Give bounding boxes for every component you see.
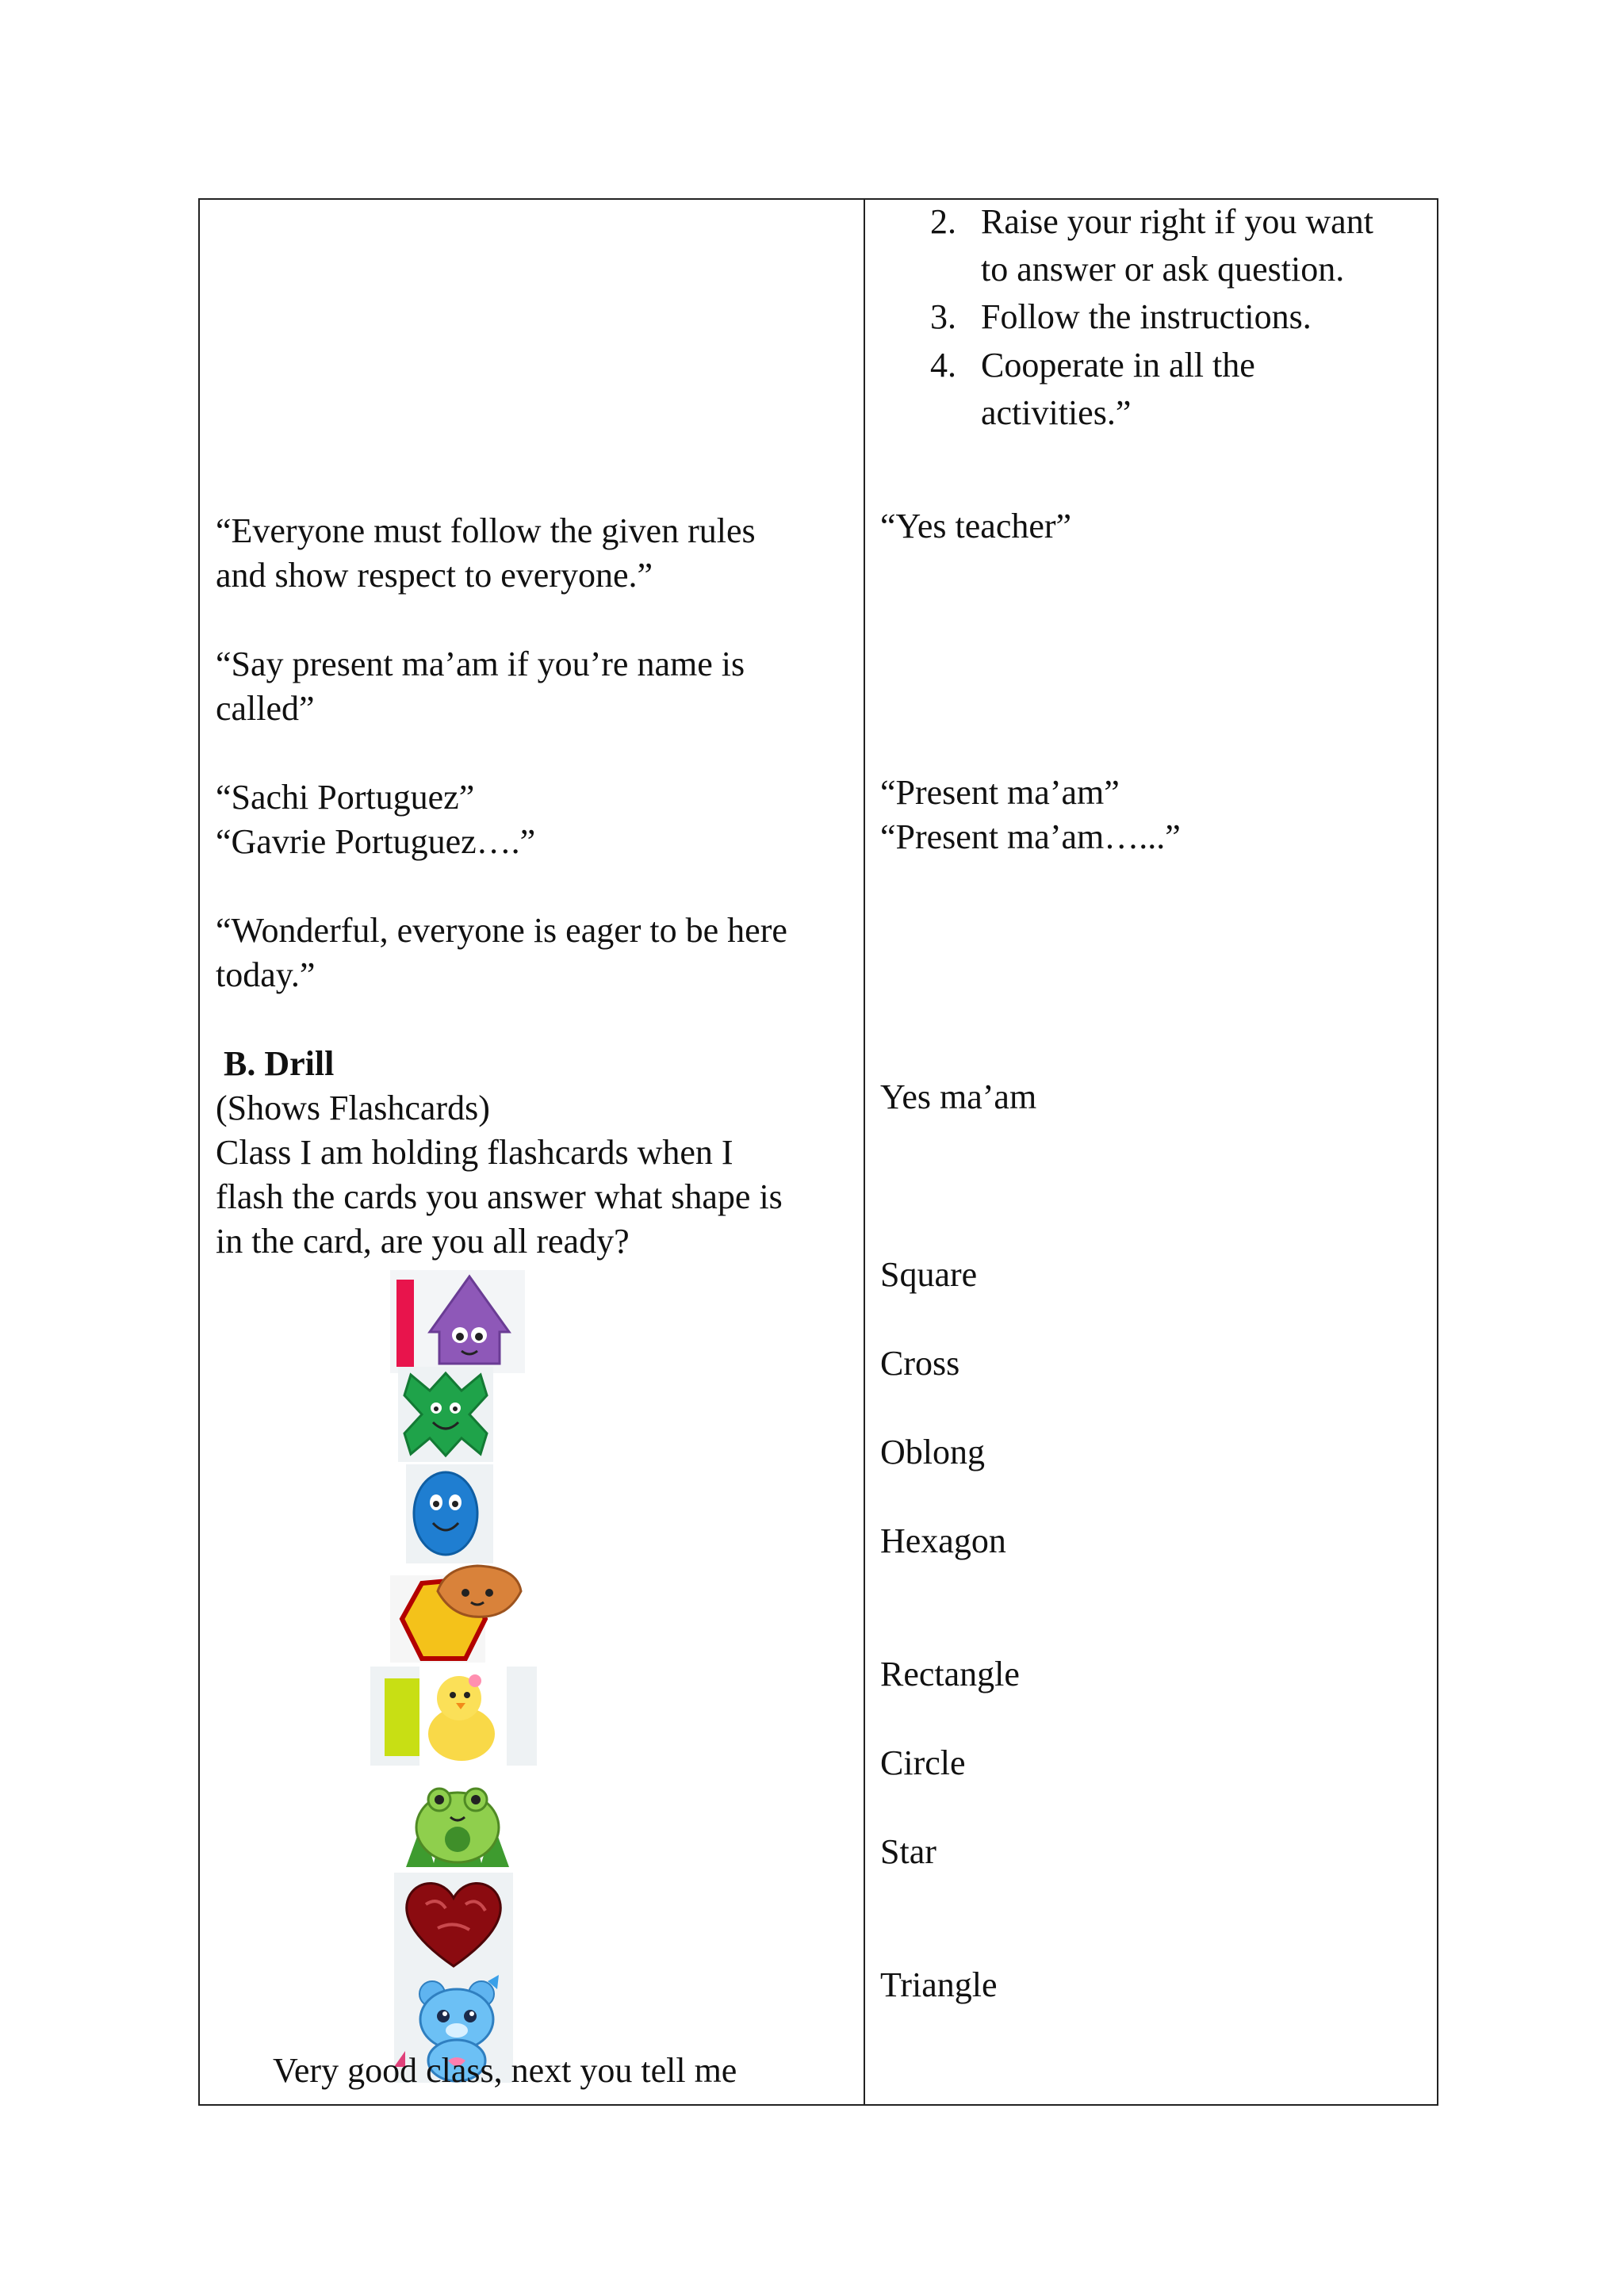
drill-heading: B. Drill [224, 1044, 335, 1083]
heart-card [394, 1873, 513, 1972]
teacher-line: flash the cards you answer what shape is [216, 1177, 783, 1216]
answer-item: Square [880, 1255, 978, 1294]
teacher-line: “Gavrie Portuguez….” [216, 822, 536, 861]
rule-text: Follow the instructions. [981, 297, 1312, 336]
circle-card [390, 1768, 517, 1871]
hexagon-card [390, 1559, 525, 1667]
answer-item: Hexagon [880, 1521, 1006, 1560]
answer-item: Triangle [880, 1965, 998, 2004]
teacher-line: in the card, are you all ready? [216, 1222, 630, 1261]
answer-item: Cross [880, 1344, 960, 1383]
closing-line: Very good class, next you tell me [273, 2051, 737, 2090]
teacher-line: and show respect to everyone.” [216, 556, 653, 595]
rule-text: Cooperate in all the [981, 346, 1255, 385]
teacher-line: Class I am holding flashcards when I [216, 1133, 733, 1172]
rule-number: 4. [930, 346, 956, 385]
response-present: “Present ma’am” [880, 773, 1120, 812]
teacher-line: called” [216, 689, 315, 728]
rule-number: 2. [930, 202, 956, 241]
column-divider [864, 200, 865, 2104]
teacher-line: “Sachi Portuguez” [216, 778, 475, 817]
response-present: “Present ma’am…...” [880, 817, 1181, 856]
rule-number: 3. [930, 297, 956, 336]
teacher-line: “Say present ma’am if you’re name is [216, 645, 745, 683]
teacher-line: (Shows Flashcards) [216, 1089, 490, 1127]
response-yes-maam: Yes ma’am [880, 1077, 1037, 1116]
answer-item: Star [880, 1832, 936, 1871]
teacher-line: today.” [216, 955, 316, 994]
rectangle-card [370, 1667, 537, 1766]
answer-item: Rectangle [880, 1655, 1020, 1693]
oval-card [406, 1464, 493, 1563]
triangle-card [390, 1270, 525, 1373]
cross-card [398, 1367, 493, 1462]
response-yes-teacher: “Yes teacher” [880, 507, 1072, 545]
teacher-line: “Wonderful, everyone is eager to be here [216, 911, 787, 950]
rule-text: Raise your right if you want [981, 202, 1373, 241]
rule-text: activities.” [981, 393, 1132, 432]
rule-text: to answer or ask question. [981, 250, 1345, 289]
flashcards-stack [390, 1270, 580, 2047]
lesson-plan-table [198, 198, 1438, 2106]
teacher-line: “Everyone must follow the given rules [216, 511, 756, 550]
answer-item: Oblong [880, 1433, 985, 1471]
answer-item: Circle [880, 1743, 966, 1782]
